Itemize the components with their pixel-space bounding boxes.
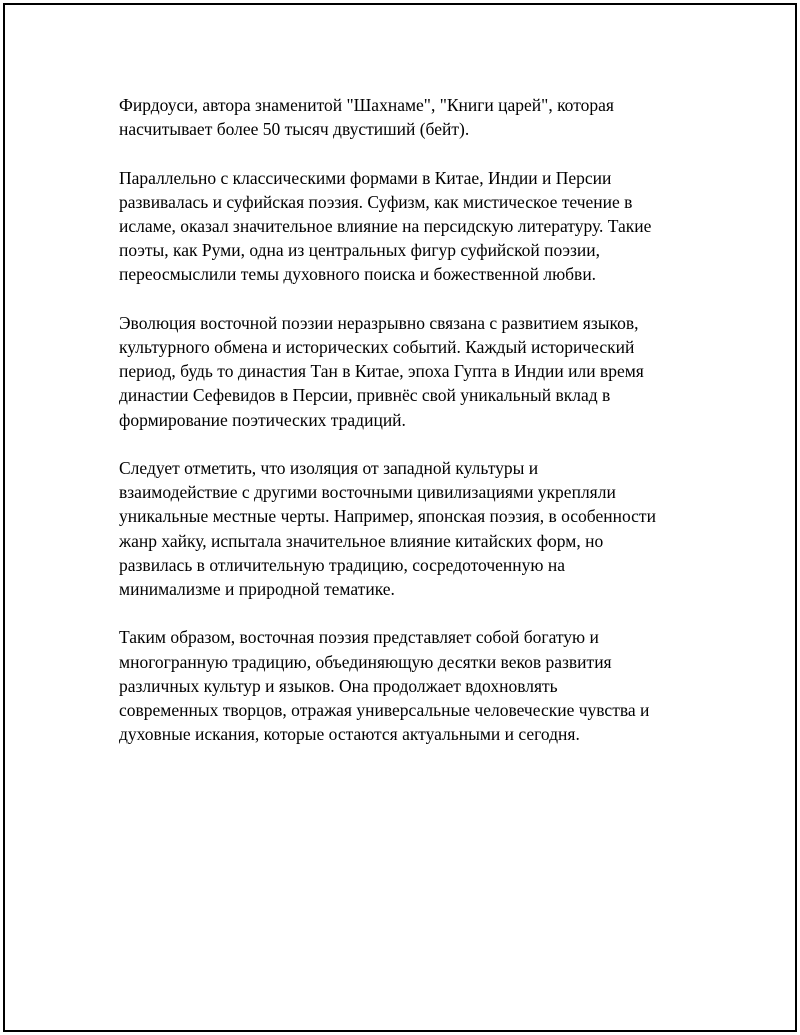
document-body xyxy=(119,93,691,771)
text-line: исламе, оказал значительное влияние на персидскую литературу. Такие xyxy=(119,216,652,236)
text-line: переосмыслили темы духовного поиска и божественной любви. xyxy=(119,264,597,285)
text-line: развивалась и суфийская поэзия. Суфизм, как мистическое течение в xyxy=(119,191,633,212)
text-line: развилась в отличительную традицию, сосредоточенную на xyxy=(119,554,565,575)
text-line: династии Сефевидов в Персии, привнёс свой уникальный вклад в xyxy=(119,385,611,406)
paragraph-5 xyxy=(119,625,691,746)
text-line: современных творцов, отражая универсальные человеческие чувства и xyxy=(119,700,650,721)
text-line: поэты, как Руми, одна из центральных фигур суфийской поэзии, xyxy=(119,240,601,261)
text-line: насчитывает более 50 тысяч двустиший (бейт). xyxy=(119,119,470,140)
text-line: Таким образом, восточная поэзия представляет собой богатую и xyxy=(119,627,599,648)
paragraph-4 xyxy=(119,456,691,601)
text-line: Фирдоуси, автора знаменитой "Шахнаме", "Книги царей", которая xyxy=(119,95,614,115)
text-line: период, будь то династия Тан в Китае, эпоха Гупта в Индии или время xyxy=(119,361,644,382)
paragraph-1 xyxy=(119,93,691,141)
text-line: Эволюция восточной поэзии неразрывно связана с развитием языков, xyxy=(119,312,639,333)
text-line: Следует отметить, что изоляция от западной культуры и xyxy=(119,458,539,478)
text-line: формирование поэтических традиций. xyxy=(119,409,406,430)
text-line: различных культур и языков. Она продолжает вдохновлять xyxy=(119,675,558,696)
text-line: жанр хайку, испытала значительное влияние китайских форм, но xyxy=(119,530,604,551)
text-line: духовные искания, которые остаются актуальными и сегодня. xyxy=(119,724,580,745)
paragraph-3 xyxy=(119,311,691,432)
paragraph-2 xyxy=(119,166,691,287)
text-line: уникальные местные черты. Например, японская поэзия, в особенности xyxy=(119,506,656,527)
page xyxy=(3,3,797,1032)
text-line: Параллельно с классическими формами в Китае, Индии и Персии xyxy=(119,167,612,188)
text-line: взаимодействие с другими восточными цивилизациями укрепляли xyxy=(119,482,616,503)
text-line: минимализме и природной тематике. xyxy=(119,579,395,600)
text-line: культурного обмена и исторических событий. Каждый исторический xyxy=(119,337,635,357)
text-line: многогранную традицию, объединяющую десятки веков развития xyxy=(119,651,612,672)
